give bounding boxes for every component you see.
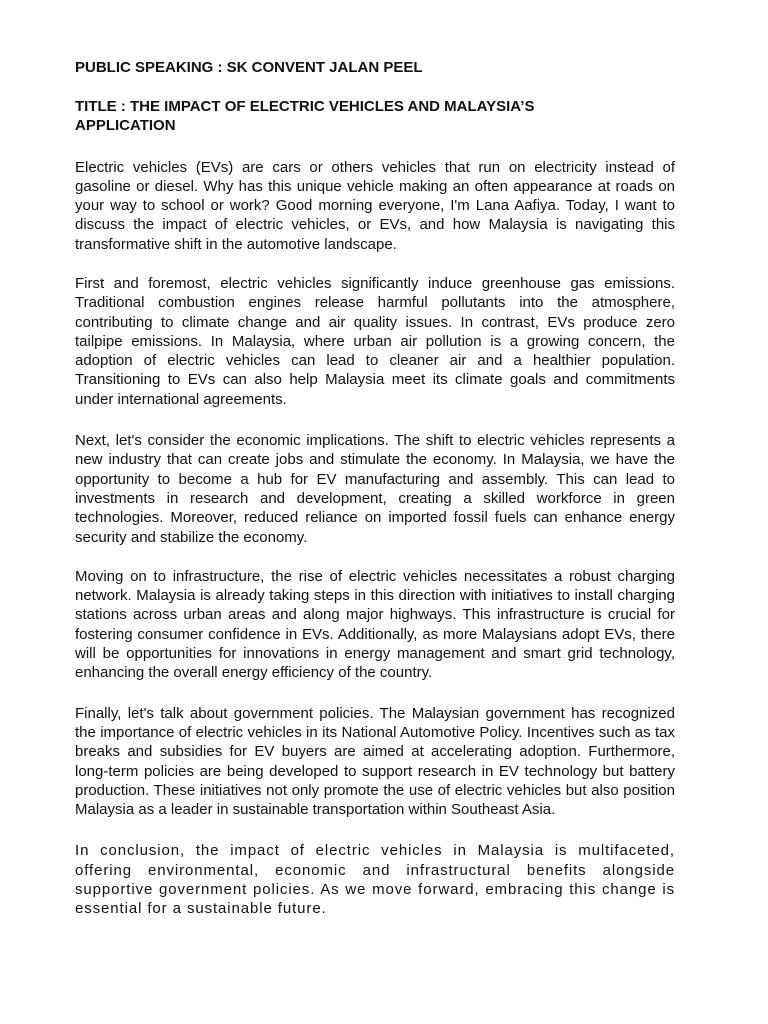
document-page	[75, 58, 675, 919]
paragraph-conclusion: In conclusion, the impact of electric vehicles in Malaysia is multifaceted, offering environmental, economic and infrastructural benefits alongside supportive government policies. As we move forward, embracing this change is essential for a sustainable future.	[75, 842, 675, 918]
speech-title-line-1: TITLE : THE IMPACT OF ELECTRIC VEHICLES AND MALAYSIA’S	[75, 97, 535, 115]
paragraph-environment: First and foremost, electric vehicles significantly induce greenhouse gas emissions. Traditional combustion engines release harmful pollutants into the atmosphere, contributing to climate change and air quality issues. In contrast, EVs produce zero tailpipe emissions. In Malaysia, where urban air pollution is a growing concern, the adoption of electric vehicles can lead to cleaner air and a healthier population. Transitioning to EVs can also help Malaysia meet its climate goals and commitments under international agreements.	[75, 274, 675, 408]
speech-title-line-2: APPLICATION	[75, 117, 176, 134]
paragraph-infrastructure: Moving on to infrastructure, the rise of electric vehicles necessitates a robust charging network. Malaysia is already taking steps in this direction with initiatives to install charging stations across urban areas and along major highways. This infrastructure is crucial for fostering consumer confidence in EVs. Additionally, as more Malaysians adopt EVs, there will be opportunities for innovations in energy management and smart grid technology, enhancing the overall energy efficiency of the country.	[75, 567, 675, 682]
paragraph-introduction: Electric vehicles (EVs) are cars or others vehicles that run on electricity instead of gasoline or diesel. Why has this unique vehicle making an often appearance at roads on your way to school or work? Good morning everyone, I'm Lana Aafiya. Today, I want to discuss the impact of electric vehicles, or EVs, and how Malaysia is navigating this transformative shift in the automotive landscape.	[75, 158, 675, 253]
paragraph-government-policies: Finally, let's talk about government policies. The Malaysian government has recognized the importance of electric vehicles in its National Automotive Policy. Incentives such as tax breaks and subsidies for EV buyers are aimed at accelerating adoption. Furthermore, long-term policies are being developed to support research in EV technology but battery production. These initiatives not only promote the use of electric vehicles but also position Malaysia as a leader in sustainable transportation within Southeast Asia.	[75, 704, 675, 819]
paragraph-economy: Next, let's consider the economic implications. The shift to electric vehicles represents a new industry that can create jobs and stimulate the economy. In Malaysia, we have the opportunity to become a hub for EV manufacturing and assembly. This can lead to investments in research and development, creating a skilled workforce in green technologies. Moreover, reduced reliance on imported fossil fuels can enhance energy security and stabilize the economy.	[75, 432, 675, 546]
school-heading: PUBLIC SPEAKING : SK CONVENT JALAN PEEL	[75, 59, 423, 76]
speech-title	[75, 97, 675, 136]
